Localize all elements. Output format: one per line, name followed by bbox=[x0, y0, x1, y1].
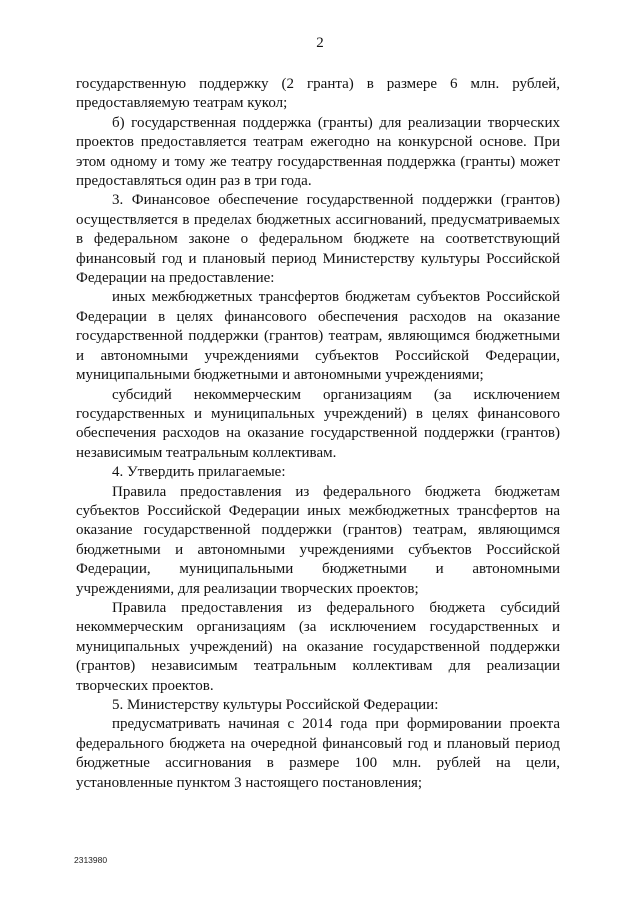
paragraph-section-3: 3. Финансовое обеспечение государственной поддержки (грантов) осуществляется в пределах бюджетных ассигнований, предусматриваемых в федеральном законе о федеральном бюджете на соответствующий финансовый год и плановый период Министерству культуры Российской Федерации на предоставление: bbox=[76, 192, 560, 287]
paragraph-item-b: б) государственная поддержка (гранты) для реализации творческих проектов предоставляется театрам ежегодно на конкурсной основе. При этом одному и тому же театру государственная поддержка (гранты) может предоставляться один раз в три года. bbox=[76, 114, 560, 190]
paragraph-continuation: государственную поддержку (2 гранта) в размере 6 млн. рублей, предоставляемую театрам кукол; bbox=[76, 76, 560, 112]
paragraph-section-5: 5. Министерству культуры Российской Федерации: bbox=[112, 697, 439, 713]
paragraph-budget-allocation: предусматривать начиная с 2014 года при формировании проекта федерального бюджета на очередной финансовый год и плановый период бюджетные ассигнования в размере 100 млн. рублей на цели, установленные пунктом 3 настоящего постановления; bbox=[76, 716, 560, 791]
paragraph-subsidies: субсидий некоммерческим организациям (за исключением государственных и муниципальных учреждений) в целях финансового обеспечения расходов на оказание государственной поддержки (грантов) независимым театральным коллективам. bbox=[76, 386, 560, 461]
paragraph-rules-transfers: Правила предоставления из федерального бюджета бюджетам субъектов Российской Федерации иных межбюджетных трансфертов на оказание государственной поддержки (грантов) театрам, являющимся бюджетными и автономными учреждениями субъектов Российской Федерации, муниципальными бюджетными и автономными учреждениями, для реализации творческих проектов; bbox=[76, 483, 560, 597]
page-number: 2 bbox=[316, 35, 324, 51]
paragraph-section-4: 4. Утвердить прилагаемые: bbox=[112, 464, 286, 481]
document-body bbox=[76, 75, 560, 793]
paragraph-rules-subsidies: Правила предоставления из федерального бюджета субсидий некоммерческим организациям (за исключением государственных и муниципальных учреждений) на оказание государственной поддержки (грантов) независимым театральным коллективам для реализации творческих проектов. bbox=[76, 599, 560, 694]
document-code: 2313980 bbox=[74, 855, 108, 865]
paragraph-interbudget-transfers: иных межбюджетных трансфертов бюджетам субъектов Российской Федерации в целях финансового обеспечения расходов на оказание государственной поддержки (грантов) театрам, являющимся бюджетными и автономными учреждениями субъектов Российской Федерации, муниципальными бюджетными и автономными учреждениями; bbox=[76, 289, 560, 384]
